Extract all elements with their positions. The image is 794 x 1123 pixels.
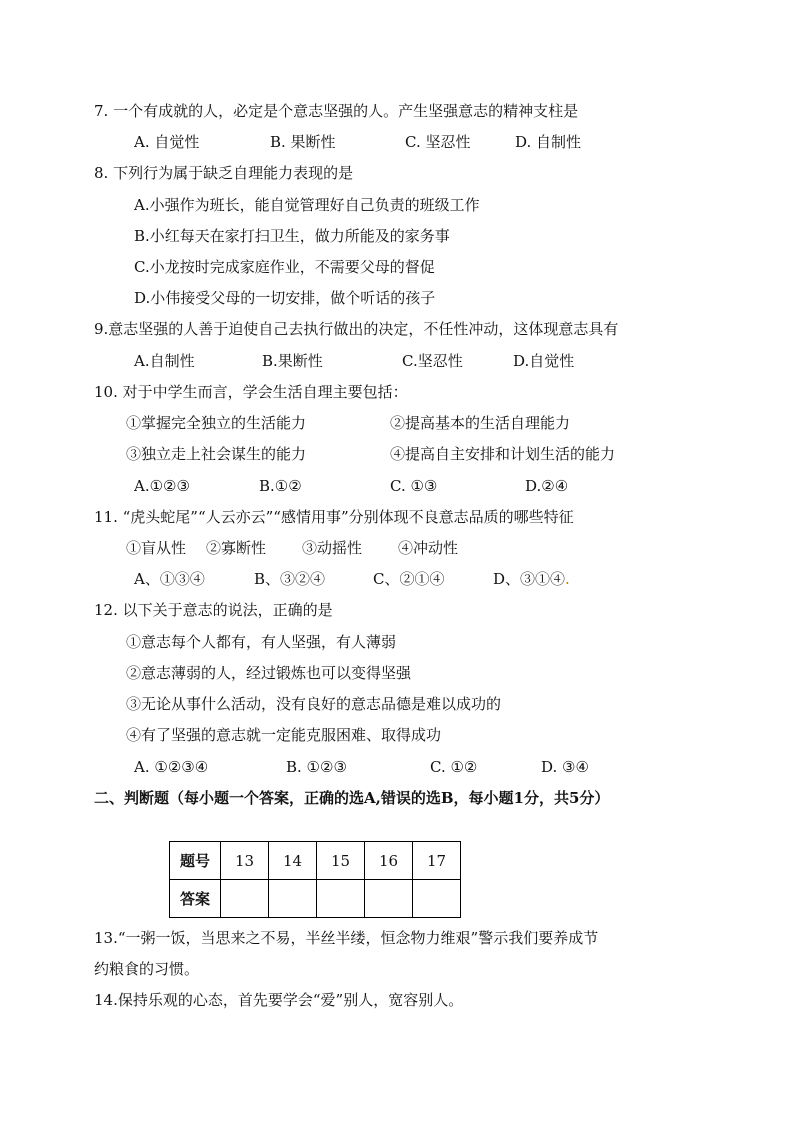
question-number-16: 16 bbox=[365, 842, 413, 880]
q10-item-2: ②提高基本的生活自理能力 bbox=[390, 414, 571, 432]
question-11-stem: 11. “虎头蛇尾”“人云亦云”“感情用事”分别体现不良意志品质的哪些特征 bbox=[94, 508, 574, 526]
q11-trailing-dot: . bbox=[565, 570, 570, 588]
q9-option-a: A.自制性 bbox=[134, 352, 195, 370]
answer-table-number-row bbox=[170, 842, 461, 880]
q7-option-c: C. 坚忍性 bbox=[405, 133, 471, 151]
q8-option-b: B.小红每天在家打扫卫生，做力所能及的家务事 bbox=[134, 227, 450, 245]
question-number-17: 17 bbox=[413, 842, 461, 880]
q7-option-a: A. 自觉性 bbox=[134, 133, 200, 151]
q11-option-d-text: D、③①④ bbox=[493, 570, 566, 588]
q12-option-c: C. ①② bbox=[430, 758, 478, 776]
q12-item-3: ③无论从事什么活动，没有良好的意志品德是难以成功的 bbox=[126, 695, 502, 713]
answer-cell-17[interactable] bbox=[413, 880, 461, 918]
answer-header: 答案 bbox=[170, 880, 221, 918]
answer-table-answer-row bbox=[170, 880, 461, 918]
section-2-heading: 二、判断题（每小题一个答案，正确的选A,错误的选B，每小题1分，共5分） bbox=[94, 789, 610, 807]
answer-cell-15[interactable] bbox=[317, 880, 365, 918]
question-number-13: 13 bbox=[221, 842, 269, 880]
q9-option-d: D.自觉性 bbox=[513, 352, 575, 370]
q11-option-d bbox=[493, 569, 570, 589]
question-7-stem: 7. 一个有成就的人，必定是个意志坚强的人。产生坚强意志的精神支柱是 bbox=[94, 102, 579, 120]
answer-cell-13[interactable] bbox=[221, 880, 269, 918]
q8-option-c: C.小龙按时完成家庭作业，不需要父母的督促 bbox=[134, 258, 435, 276]
question-13-line-1: 13.“一粥一饭，当思来之不易，半丝半缕，恒念物力维艰”警示我们要养成节 bbox=[94, 929, 599, 947]
q10-item-1: ①掌握完全独立的生活能力 bbox=[126, 414, 307, 432]
q11-option-a: A、①③④ bbox=[134, 570, 205, 588]
question-number-15: 15 bbox=[317, 842, 365, 880]
q11-option-c: C、②①④ bbox=[373, 570, 445, 588]
q9-option-c: C.坚忍性 bbox=[402, 352, 463, 370]
question-9-stem: 9.意志坚强的人善于迫使自己去执行做出的决定，不任性冲动，这体现意志具有 bbox=[94, 320, 619, 338]
answer-cell-16[interactable] bbox=[365, 880, 413, 918]
q12-option-d: D. ③④ bbox=[541, 758, 589, 776]
q10-item-4: ④提高自主安排和计划生活的能力 bbox=[390, 445, 616, 463]
question-12-stem: 12. 以下关于意志的说法，正确的是 bbox=[94, 601, 333, 619]
q12-option-b: B. ①②③ bbox=[286, 758, 347, 776]
q11-item-1: ①盲从性 bbox=[126, 539, 187, 557]
q12-item-2: ②意志薄弱的人，经过锻炼也可以变得坚强 bbox=[126, 664, 412, 682]
q12-item-4: ④有了坚强的意志就一定能克服困难、取得成功 bbox=[126, 726, 442, 744]
q11-item-4: ④冲动性 bbox=[398, 539, 459, 557]
q10-option-c: C. ①③ bbox=[390, 477, 438, 495]
q11-item-2: ②寡断性 bbox=[206, 539, 267, 557]
question-10-stem: 10. 对于中学生而言，学会生活自理主要包括： bbox=[94, 383, 408, 401]
question-13-line-2: 约粮食的习惯。 bbox=[94, 960, 200, 978]
q10-option-a: A.①②③ bbox=[134, 477, 190, 495]
q10-option-b: B.①② bbox=[259, 477, 302, 495]
answer-cell-14[interactable] bbox=[269, 880, 317, 918]
answer-table bbox=[169, 841, 461, 918]
q7-option-b: B. 果断性 bbox=[270, 133, 336, 151]
q9-option-b: B.果断性 bbox=[262, 352, 323, 370]
q8-option-a: A.小强作为班长，能自觉管理好自己负责的班级工作 bbox=[134, 196, 480, 214]
q11-option-b: B、③②④ bbox=[254, 570, 326, 588]
question-number-header: 题号 bbox=[170, 842, 221, 880]
q10-item-3: ③独立走上社会谋生的能力 bbox=[126, 445, 307, 463]
question-8-stem: 8. 下列行为属于缺乏自理能力表现的是 bbox=[94, 164, 354, 182]
q11-item-3: ③动摇性 bbox=[302, 539, 363, 557]
question-number-14: 14 bbox=[269, 842, 317, 880]
q7-option-d: D. 自制性 bbox=[515, 133, 582, 151]
q12-item-1: ①意志每个人都有，有人坚强，有人薄弱 bbox=[126, 633, 397, 651]
q8-option-d: D.小伟接受父母的一切安排，做个听话的孩子 bbox=[134, 289, 436, 307]
question-14-stem: 14.保持乐观的心态，首先要学会“爱”别人，宽容别人。 bbox=[94, 991, 464, 1009]
q12-option-a: A. ①②③④ bbox=[134, 758, 209, 776]
q10-option-d: D.②④ bbox=[525, 477, 569, 495]
